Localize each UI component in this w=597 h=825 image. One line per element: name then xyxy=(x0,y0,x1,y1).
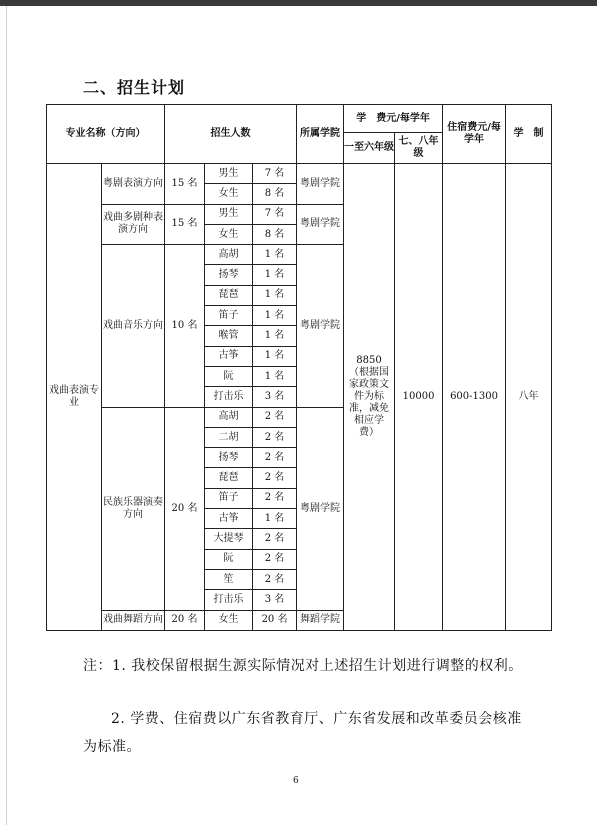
header-housing: 住宿费元/每学年 xyxy=(443,105,506,164)
enroll-count-cell: 1 名 xyxy=(253,285,297,305)
page-number: 6 xyxy=(293,776,299,786)
enroll-item-cell: 扬琴 xyxy=(205,265,253,285)
window-top-bar xyxy=(0,0,597,6)
enroll-item-cell: 男生 xyxy=(205,164,253,184)
enroll-count-cell: 7 名 xyxy=(253,164,297,184)
enroll-count-cell: 1 名 xyxy=(253,509,297,529)
header-tuition: 学 费元/每学年 xyxy=(344,105,443,133)
enroll-item-cell: 阮 xyxy=(205,366,253,386)
page-edge-line xyxy=(6,6,7,825)
enroll-item-cell: 笙 xyxy=(205,569,253,589)
enroll-item-cell: 女生 xyxy=(205,224,253,244)
tuition-grade-1-6-cell: 8850（根据国家政策文件为标准，减免相应学费） xyxy=(344,164,395,631)
direction-total-cell: 15 名 xyxy=(165,164,205,205)
enroll-item-cell: 笛子 xyxy=(205,488,253,508)
enroll-count-cell: 2 名 xyxy=(253,448,297,468)
enroll-item-cell: 琵琶 xyxy=(205,285,253,305)
enroll-count-cell: 1 名 xyxy=(253,346,297,366)
enroll-count-cell: 2 名 xyxy=(253,427,297,447)
enroll-item-cell: 女生 xyxy=(205,184,253,204)
header-college: 所属学院 xyxy=(297,105,344,164)
enroll-item-cell: 古筝 xyxy=(205,346,253,366)
enroll-count-cell: 2 名 xyxy=(253,549,297,569)
enroll-count-cell: 2 名 xyxy=(253,468,297,488)
direction-total-cell: 10 名 xyxy=(165,245,205,407)
section-heading: 二、招生计划 xyxy=(83,78,186,97)
enroll-item-cell: 二胡 xyxy=(205,427,253,447)
enroll-count-cell: 2 名 xyxy=(253,488,297,508)
enroll-item-cell: 扬琴 xyxy=(205,448,253,468)
note-2-text: 2. 学费、住宿费以广东省教育厅、广东省发展和改革委员会核准为标准。 xyxy=(83,711,522,755)
direction-name-cell: 戏曲多剧种表演方向 xyxy=(102,204,165,245)
direction-total-cell: 20 名 xyxy=(165,610,205,630)
enroll-item-cell: 女生 xyxy=(205,610,253,630)
enrollment-plan-table xyxy=(46,104,552,631)
header-enroll: 招生人数 xyxy=(165,105,297,164)
enroll-item-cell: 笛子 xyxy=(205,306,253,326)
enroll-item-cell: 琵琶 xyxy=(205,468,253,488)
enroll-count-cell: 1 名 xyxy=(253,265,297,285)
enroll-count-cell: 1 名 xyxy=(253,366,297,386)
enroll-count-cell: 1 名 xyxy=(253,245,297,265)
direction-total-cell: 20 名 xyxy=(165,407,205,610)
header-major: 专业名称（方向） xyxy=(47,105,165,164)
major-name-cell: 戏曲表演专业 xyxy=(47,164,102,631)
enroll-item-cell: 阮 xyxy=(205,549,253,569)
enroll-count-cell: 8 名 xyxy=(253,224,297,244)
direction-name-cell: 民族乐器演奏方向 xyxy=(102,407,165,610)
header-tuition-grade-7-8: 七、八年级 xyxy=(395,133,443,164)
enroll-item-cell: 喉管 xyxy=(205,326,253,346)
enroll-count-cell: 2 名 xyxy=(253,529,297,549)
direction-name-cell: 戏曲舞蹈方向 xyxy=(102,610,165,630)
enroll-count-cell: 8 名 xyxy=(253,184,297,204)
enroll-count-cell: 1 名 xyxy=(253,306,297,326)
enroll-count-cell: 2 名 xyxy=(253,407,297,427)
college-cell: 粤剧学院 xyxy=(297,204,344,245)
enroll-item-cell: 大提琴 xyxy=(205,529,253,549)
table-row xyxy=(47,164,552,184)
enroll-item-cell: 高胡 xyxy=(205,407,253,427)
duration-cell: 八年 xyxy=(506,164,552,631)
housing-fee-cell: 600-1300 xyxy=(443,164,506,631)
enroll-item-cell: 高胡 xyxy=(205,245,253,265)
note-1: 注：1. 我校保留根据生源实际情况对上述招生计划进行调整的权利。 xyxy=(83,658,523,674)
college-cell: 粤剧学院 xyxy=(297,245,344,407)
header-tuition-grade-1-6: 一至六年级 xyxy=(344,133,395,164)
enroll-count-cell: 1 名 xyxy=(253,326,297,346)
direction-name-cell: 戏曲音乐方向 xyxy=(102,245,165,407)
enroll-count-cell: 20 名 xyxy=(253,610,297,630)
enroll-count-cell: 7 名 xyxy=(253,204,297,224)
enroll-count-cell: 3 名 xyxy=(253,387,297,407)
header-system: 学 制 xyxy=(506,105,552,164)
note-2 xyxy=(83,705,523,761)
college-cell: 粤剧学院 xyxy=(297,164,344,205)
enroll-item-cell: 古筝 xyxy=(205,509,253,529)
tuition-grade-7-8-cell: 10000 xyxy=(395,164,443,631)
college-cell: 粤剧学院 xyxy=(297,407,344,610)
enroll-item-cell: 男生 xyxy=(205,204,253,224)
enroll-item-cell: 打击乐 xyxy=(205,590,253,610)
college-cell: 舞蹈学院 xyxy=(297,610,344,630)
direction-total-cell: 15 名 xyxy=(165,204,205,245)
enroll-item-cell: 打击乐 xyxy=(205,387,253,407)
enroll-count-cell: 3 名 xyxy=(253,590,297,610)
enroll-count-cell: 2 名 xyxy=(253,569,297,589)
direction-name-cell: 粤剧表演方向 xyxy=(102,164,165,205)
